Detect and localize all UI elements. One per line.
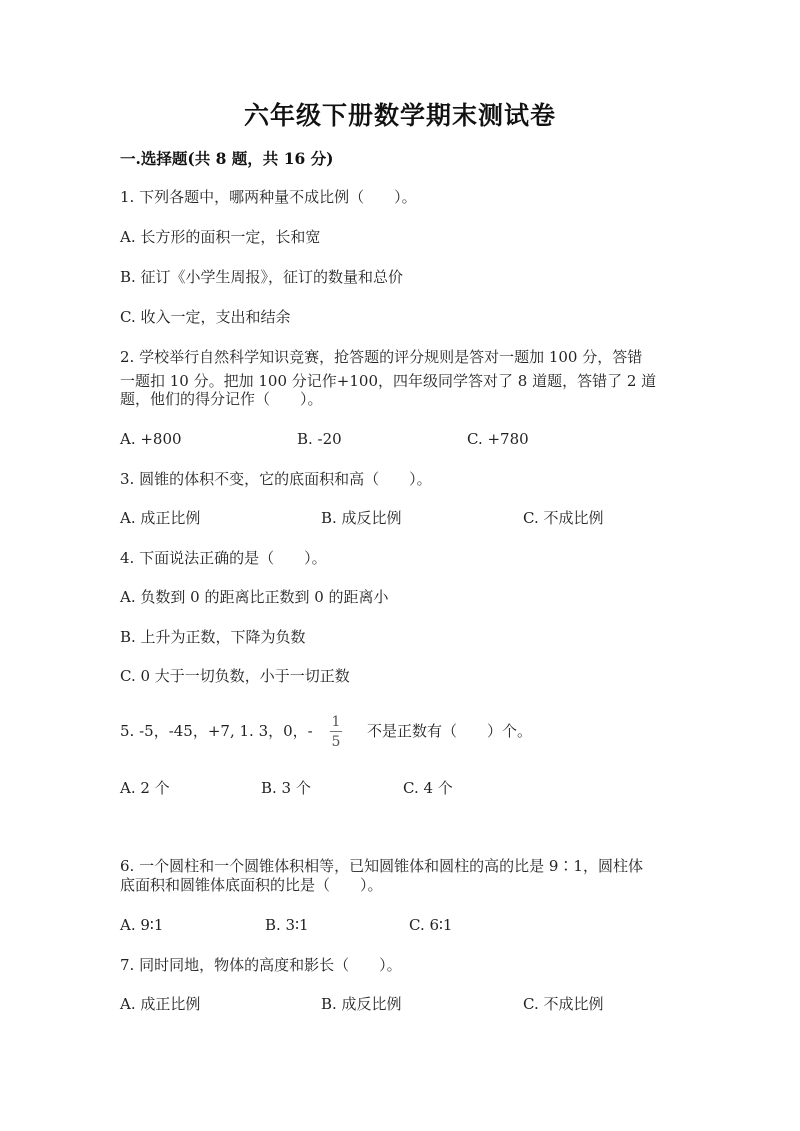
question-6-stem-line-1: 6. 一个圆柱和一个圆锥体积相等，已知圆锥体和圆柱的高的比是 9∶1，圆柱体 bbox=[120, 857, 643, 875]
question-2-option-c: C. +780 bbox=[467, 430, 529, 448]
question-1-option-c: C. 收入一定，支出和结余 bbox=[120, 308, 291, 326]
question-1-option-a: A. 长方形的面积一定，长和宽 bbox=[120, 228, 321, 246]
question-6-option-b: B. 3∶1 bbox=[265, 916, 309, 934]
question-2-stem-line-1: 2. 学校举行自然科学知识竞赛，抢答题的评分规则是答对一题加 100 分，答错 bbox=[120, 348, 643, 366]
question-1-stem: 1. 下列各题中，哪两种量不成比例（ ）。 bbox=[120, 188, 417, 206]
question-2-option-b: B. -20 bbox=[297, 430, 342, 448]
question-2-option-a: A. +800 bbox=[120, 430, 182, 448]
question-2-stem-line-2: 一题扣 10 分。把加 100 分记作+100，四年级同学答对了 8 道题，答错了 2 道 bbox=[120, 372, 657, 390]
question-7-stem: 7. 同时同地，物体的高度和影长（ ）。 bbox=[120, 956, 402, 974]
question-5-option-c: C. 4 个 bbox=[403, 779, 453, 797]
question-7-option-b: B. 成反比例 bbox=[321, 995, 402, 1013]
fraction-numerator: 1 bbox=[331, 714, 341, 730]
question-4-option-c: C. 0 大于一切负数，小于一切正数 bbox=[120, 667, 350, 685]
page-title: 六年级下册数学期末测试卷 bbox=[243, 101, 556, 130]
question-5-option-b: B. 3 个 bbox=[261, 779, 311, 797]
question-3-option-c: C. 不成比例 bbox=[523, 509, 604, 527]
question-3-option-b: B. 成反比例 bbox=[321, 509, 402, 527]
question-4-option-b: B. 上升为正数，下降为负数 bbox=[120, 628, 306, 646]
question-1-option-b: B. 征订《小学生周报》，征订的数量和总价 bbox=[120, 268, 404, 286]
question-2-stem-line-3: 题，他们的得分记作（ ）。 bbox=[120, 390, 323, 408]
section-heading: 一.选择题(共 8 题，共 16 分) bbox=[120, 149, 334, 168]
question-6-stem-line-2: 底面积和圆锥体底面积的比是（ ）。 bbox=[120, 876, 383, 894]
question-3-stem: 3. 圆锥的体积不变，它的底面积和高（ ）。 bbox=[120, 470, 432, 488]
fraction-one-fifth bbox=[328, 714, 344, 750]
fraction-denominator: 5 bbox=[331, 734, 341, 750]
question-5-stem-right: 不是正数有（ ）个。 bbox=[367, 722, 533, 740]
question-3-option-a: A. 成正比例 bbox=[120, 509, 201, 527]
question-7-option-c: C. 不成比例 bbox=[523, 995, 604, 1013]
question-7-option-a: A. 成正比例 bbox=[120, 995, 201, 1013]
question-5-stem-left: 5. -5，-45，+7, 1. 3，0，- bbox=[120, 722, 313, 740]
question-6-option-c: C. 6∶1 bbox=[409, 916, 453, 934]
question-5-option-a: A. 2 个 bbox=[120, 779, 170, 797]
question-4-option-a: A. 负数到 0 的距离比正数到 0 的距离小 bbox=[120, 588, 389, 606]
fraction-bar bbox=[330, 731, 342, 732]
question-6-option-a: A. 9∶1 bbox=[120, 916, 164, 934]
question-4-stem: 4. 下面说法正确的是（ ）。 bbox=[120, 549, 327, 567]
